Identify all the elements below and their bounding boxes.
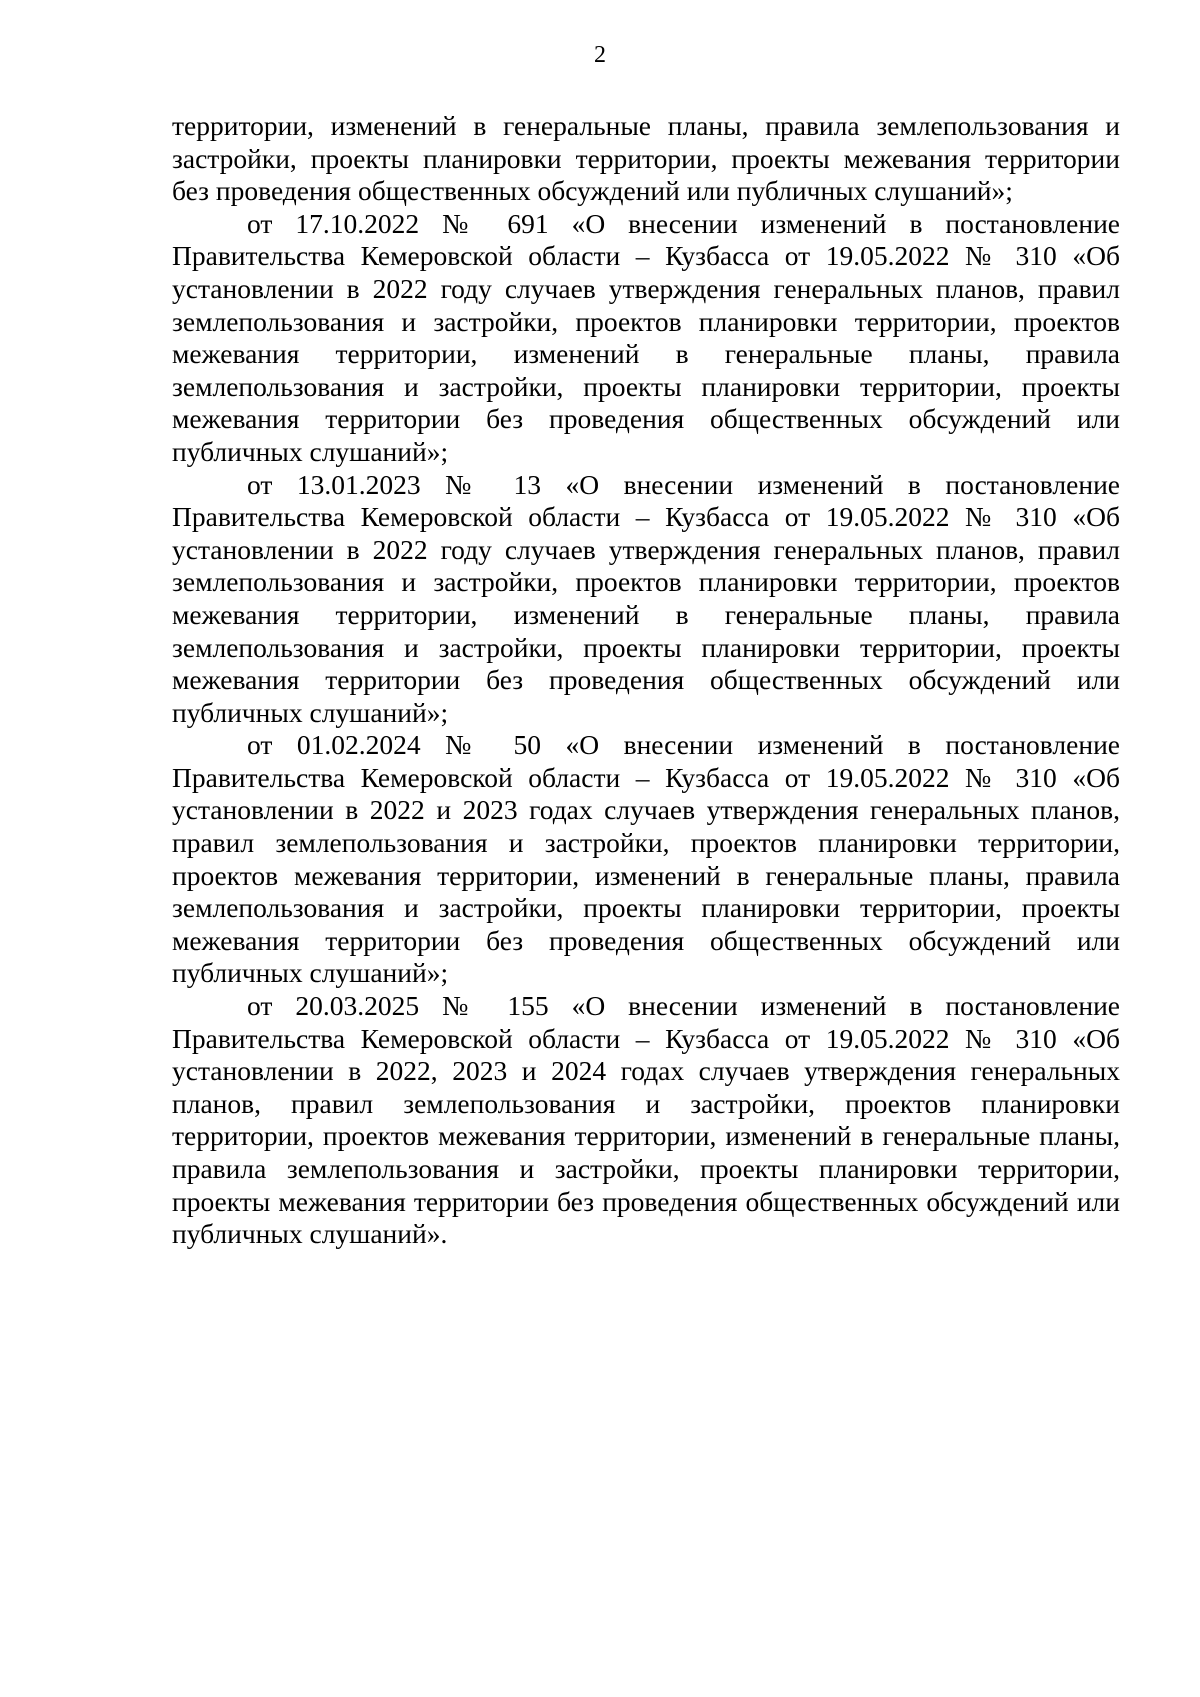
page-number: 2 bbox=[594, 42, 606, 68]
paragraph-decree-50: от 01.02.2024 № 50 «О внесении изменений в постановление Правительства Кемеровской области – Кузбасса от 19.05.2022 № 310 «Об установлении в 2022 и 2023 годах случаев утверждения генеральных планов, правил землепользования и застройки, проектов планировки территории, проектов межевания территории, изменений в генеральные планы, правила землепользования и застройки, проекты планировки территории, проекты межевания территории без проведения общественных обсуждений или публичных слушаний»; bbox=[172, 729, 1120, 989]
document-body bbox=[172, 110, 1120, 1251]
paragraph-continuation: территории, изменений в генеральные планы, правила землепользования и застройки, проекты планировки территории, проекты межевания территории без проведения общественных обсуждений или публичных слушаний»; bbox=[172, 110, 1120, 207]
paragraph-decree-13: от 13.01.2023 № 13 «О внесении изменений в постановление Правительства Кемеровской области – Кузбасса от 19.05.2022 № 310 «Об установлении в 2022 году случаев утверждения генеральных планов, правил землепользования и застройки, проектов планировки территории, проектов межевания территории, изменений в генеральные планы, правила землепользования и застройки, проекты планировки территории, проекты межевания территории без проведения общественных обсуждений или публичных слушаний»; bbox=[172, 468, 1120, 728]
paragraph-decree-155: от 20.03.2025 № 155 «О внесении изменений в постановление Правительства Кемеровской области – Кузбасса от 19.05.2022 № 310 «Об установлении в 2022, 2023 и 2024 годах случаев утверждения генеральных планов, правил землепользования и застройки, проектов планировки территории, проектов межевания территории, изменений в генеральные планы, правила землепользования и застройки, проекты планировки территории, проекты межевания территории без проведения общественных обсуждений или публичных слушаний». bbox=[172, 990, 1120, 1250]
paragraph-decree-691: от 17.10.2022 № 691 «О внесении изменений в постановление Правительства Кемеровской области – Кузбасса от 19.05.2022 № 310 «Об установлении в 2022 году случаев утверждения генеральных планов, правил землепользования и застройки, проектов планировки территории, проектов межевания территории, изменений в генеральные планы, правила землепользования и застройки, проекты планировки территории, проекты межевания территории без проведения общественных обсуждений или публичных слушаний»; bbox=[172, 207, 1120, 467]
